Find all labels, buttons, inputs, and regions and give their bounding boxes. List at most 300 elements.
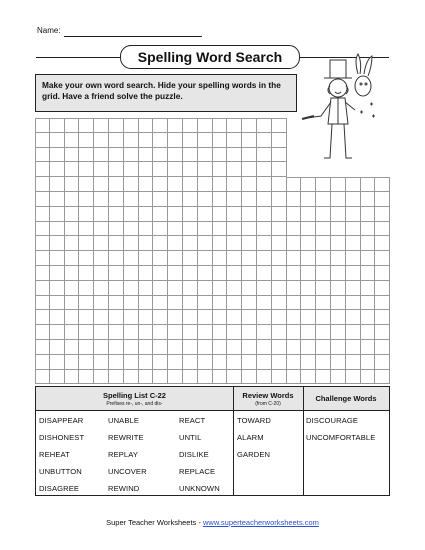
grid-cell (272, 251, 287, 266)
grid-cell (94, 251, 109, 266)
grid-cell (153, 370, 168, 385)
grid-cell (242, 296, 257, 311)
grid-cell (301, 222, 316, 237)
grid-cell (198, 281, 213, 296)
grid-cell (183, 310, 198, 325)
grid-cell (198, 207, 213, 222)
grid-cell (375, 340, 390, 355)
grid-cell (50, 133, 65, 148)
grid-cell (35, 340, 50, 355)
grid-cell (198, 222, 213, 237)
grid-cell (272, 148, 287, 163)
grid-cell (287, 251, 302, 266)
grid-cell (375, 355, 390, 370)
grid-cell (257, 236, 272, 251)
grid-cell (50, 177, 65, 192)
grid-cell (375, 325, 390, 340)
grid-cell (242, 177, 257, 192)
grid-cell (168, 325, 183, 340)
review-words-header (233, 387, 303, 411)
grid-cell (183, 251, 198, 266)
grid-cell (257, 207, 272, 222)
grid-cell (242, 370, 257, 385)
grid-cell (227, 281, 242, 296)
grid-cell (139, 251, 154, 266)
grid-cell (94, 148, 109, 163)
grid-cell (361, 192, 376, 207)
footer (0, 518, 425, 527)
grid-cell (79, 148, 94, 163)
grid-cell (153, 177, 168, 192)
grid-cell (375, 310, 390, 325)
grid-cell (272, 207, 287, 222)
spelling-word: UNKNOWN (179, 484, 220, 493)
grid-cell (35, 133, 50, 148)
grid-cell (227, 236, 242, 251)
grid-cell (375, 281, 390, 296)
grid-cell (257, 133, 272, 148)
grid-cell (65, 251, 80, 266)
grid-cell (35, 148, 50, 163)
grid-cell (198, 296, 213, 311)
grid-cell (287, 296, 302, 311)
grid-cell (272, 355, 287, 370)
grid-cell (139, 325, 154, 340)
grid-cell (242, 266, 257, 281)
grid-cell (168, 118, 183, 133)
grid-cell (168, 355, 183, 370)
grid-cell (287, 340, 302, 355)
grid-cell (35, 310, 50, 325)
grid-cell (183, 236, 198, 251)
grid-cell (242, 118, 257, 133)
grid-cell (331, 281, 346, 296)
grid-cell (35, 266, 50, 281)
grid-cell (139, 148, 154, 163)
grid-cell (257, 310, 272, 325)
grid-cell (79, 133, 94, 148)
grid-cell (257, 251, 272, 266)
grid-cell (79, 310, 94, 325)
grid-cell (139, 340, 154, 355)
grid-cell (213, 266, 228, 281)
grid-cell (361, 207, 376, 222)
grid-cell (79, 177, 94, 192)
grid-cell (198, 310, 213, 325)
grid-cell (287, 177, 302, 192)
grid-cell (139, 222, 154, 237)
grid-cell (301, 192, 316, 207)
grid-cell (168, 207, 183, 222)
grid-cell (346, 236, 361, 251)
grid-cell (183, 281, 198, 296)
grid-cell (213, 370, 228, 385)
grid-cell (331, 251, 346, 266)
review-words-title: Review Words (242, 391, 294, 400)
grid-cell (124, 325, 139, 340)
grid-cell (94, 192, 109, 207)
grid-cell (257, 281, 272, 296)
grid-cell (109, 251, 124, 266)
grid-cell (257, 325, 272, 340)
spelling-word: REHEAT (39, 450, 70, 459)
grid-cell (316, 325, 331, 340)
grid-cell (361, 236, 376, 251)
grid-cell (198, 236, 213, 251)
grid-cell (375, 192, 390, 207)
grid-cell (375, 296, 390, 311)
grid-cell (153, 162, 168, 177)
grid-cell (124, 162, 139, 177)
grid-cell (227, 177, 242, 192)
grid-cell (198, 162, 213, 177)
grid-cell (153, 281, 168, 296)
grid-cell (257, 148, 272, 163)
grid-cell (168, 236, 183, 251)
grid-cell (183, 222, 198, 237)
grid-cell (272, 162, 287, 177)
grid-cell (198, 370, 213, 385)
grid-cell (50, 370, 65, 385)
grid-cell (109, 340, 124, 355)
grid-cell (375, 236, 390, 251)
spelling-word: DISLIKE (179, 450, 209, 459)
grid-cell (139, 370, 154, 385)
grid-cell (35, 162, 50, 177)
grid-cell (257, 222, 272, 237)
grid-cell (65, 325, 80, 340)
spelling-word: REWIND (108, 484, 140, 493)
grid-cell (227, 192, 242, 207)
grid-cell (361, 177, 376, 192)
grid-cell (65, 177, 80, 192)
grid-cell (331, 355, 346, 370)
grid-cell (109, 325, 124, 340)
grid-cell (183, 133, 198, 148)
grid-cell (65, 266, 80, 281)
grid-cell (213, 192, 228, 207)
footer-link[interactable]: www.superteacherworksheets.com (202, 518, 319, 527)
grid-cell (50, 340, 65, 355)
grid-cell (153, 192, 168, 207)
grid-cell (65, 355, 80, 370)
grid-cell (272, 177, 287, 192)
grid-cell (124, 236, 139, 251)
grid-cell (50, 118, 65, 133)
grid-cell (94, 236, 109, 251)
grid-cell (346, 296, 361, 311)
grid-cell (94, 133, 109, 148)
grid-cell (153, 207, 168, 222)
grid-cell (257, 177, 272, 192)
grid-cell (50, 207, 65, 222)
grid-cell (109, 192, 124, 207)
grid-cell (361, 266, 376, 281)
grid-cell (65, 281, 80, 296)
grid-cell (124, 118, 139, 133)
grid-cell (109, 370, 124, 385)
grid-cell (331, 222, 346, 237)
grid-cell (124, 192, 139, 207)
grid-cell (242, 251, 257, 266)
grid-cell (183, 266, 198, 281)
grid-cell (198, 133, 213, 148)
grid-cell (213, 236, 228, 251)
grid-cell (153, 251, 168, 266)
grid-cell (50, 325, 65, 340)
grid-cell (242, 162, 257, 177)
grid-cell (79, 236, 94, 251)
grid-cell (79, 355, 94, 370)
grid-cell (272, 281, 287, 296)
grid-cell (139, 177, 154, 192)
grid-cell (227, 296, 242, 311)
grid-cell (257, 296, 272, 311)
grid-cell (124, 251, 139, 266)
grid-cell (346, 355, 361, 370)
grid-cell (153, 325, 168, 340)
grid-cell (227, 340, 242, 355)
page-title: Spelling Word Search (120, 45, 300, 69)
grid-cell (213, 355, 228, 370)
grid-cell (287, 370, 302, 385)
grid-cell (361, 340, 376, 355)
grid-cell (272, 340, 287, 355)
grid-cell (94, 325, 109, 340)
spelling-word: UNBUTTON (39, 467, 82, 476)
grid-cell (153, 310, 168, 325)
grid-cell (94, 118, 109, 133)
grid-cell (168, 222, 183, 237)
grid-cell (124, 310, 139, 325)
spelling-word: UNTIL (179, 433, 202, 442)
grid-cell (35, 251, 50, 266)
grid-cell (287, 355, 302, 370)
grid-cell (198, 251, 213, 266)
column-divider (303, 387, 304, 495)
grid-cell (124, 133, 139, 148)
grid-cell (346, 370, 361, 385)
grid-cell (213, 162, 228, 177)
grid-cell (375, 251, 390, 266)
grid-cell (168, 296, 183, 311)
grid-cell (287, 266, 302, 281)
grid-cell (213, 251, 228, 266)
grid-cell (316, 207, 331, 222)
grid-cell (124, 177, 139, 192)
grid-cell (227, 310, 242, 325)
grid-cell (109, 177, 124, 192)
grid-cell (213, 177, 228, 192)
grid-cell (65, 133, 80, 148)
grid-cell (272, 310, 287, 325)
grid-cell (109, 296, 124, 311)
grid-cell (242, 310, 257, 325)
grid-cell (153, 296, 168, 311)
grid-cell (257, 370, 272, 385)
grid-cell (35, 222, 50, 237)
grid-cell (375, 222, 390, 237)
grid-cell (79, 325, 94, 340)
grid-cell (79, 207, 94, 222)
grid-cell (50, 192, 65, 207)
grid-cell (361, 251, 376, 266)
grid-cell (94, 266, 109, 281)
grid-cell (361, 355, 376, 370)
grid-cell (79, 162, 94, 177)
grid-cell (183, 148, 198, 163)
grid-cell (124, 296, 139, 311)
grid-cell (272, 133, 287, 148)
grid-cell (361, 310, 376, 325)
grid-cell (361, 281, 376, 296)
grid-cell (287, 325, 302, 340)
grid-cell (168, 340, 183, 355)
grid-cell (301, 251, 316, 266)
grid-cell (331, 340, 346, 355)
grid-cell (287, 236, 302, 251)
grid-cell (331, 207, 346, 222)
grid-cell (361, 370, 376, 385)
grid-cell (227, 266, 242, 281)
grid-cell (227, 148, 242, 163)
challenge-words-header (303, 387, 389, 411)
grid-cell (346, 340, 361, 355)
grid-cell (346, 177, 361, 192)
grid-cell (242, 207, 257, 222)
grid-cell (331, 266, 346, 281)
grid-cell (287, 310, 302, 325)
grid-cell (213, 296, 228, 311)
spelling-word: DISAPPEAR (39, 416, 84, 425)
grid-cell (316, 355, 331, 370)
grid-cell (79, 251, 94, 266)
grid-cell (272, 236, 287, 251)
spelling-word: UNCOVER (108, 467, 147, 476)
grid-cell (301, 310, 316, 325)
grid-cell (109, 310, 124, 325)
grid-cell (198, 192, 213, 207)
grid-cell (198, 177, 213, 192)
review-word: ALARM (237, 433, 264, 442)
grid-cell (139, 133, 154, 148)
grid-cell (301, 207, 316, 222)
grid-cell (109, 133, 124, 148)
grid-cell (109, 148, 124, 163)
grid-cell (227, 118, 242, 133)
grid-cell (301, 281, 316, 296)
grid-cell (242, 340, 257, 355)
grid-cell (213, 325, 228, 340)
spelling-word: DISAGREE (39, 484, 80, 493)
grid-cell (94, 296, 109, 311)
challenge-word: DISCOURAGE (306, 416, 359, 425)
name-label: Name: (37, 26, 61, 35)
grid-cell (109, 222, 124, 237)
column-divider (233, 387, 234, 495)
grid-cell (94, 207, 109, 222)
grid-cell (346, 325, 361, 340)
grid-cell (301, 370, 316, 385)
grid-cell (198, 355, 213, 370)
grid-cell (79, 281, 94, 296)
challenge-word: UNCOMFORTABLE (306, 433, 376, 442)
grid-cell (139, 281, 154, 296)
grid-cell (257, 192, 272, 207)
grid-cell (153, 148, 168, 163)
grid-cell (35, 207, 50, 222)
grid-cell (168, 177, 183, 192)
name-line (64, 36, 202, 37)
grid-cell (183, 207, 198, 222)
grid-cell (50, 148, 65, 163)
grid-cell (213, 340, 228, 355)
grid-cell (272, 118, 287, 133)
grid-cell (242, 325, 257, 340)
grid-cell (287, 207, 302, 222)
grid-cell (79, 340, 94, 355)
spelling-word: REPLAY (108, 450, 139, 459)
grid-cell (213, 310, 228, 325)
grid-cell (316, 296, 331, 311)
grid-cell (65, 207, 80, 222)
grid-cell (272, 325, 287, 340)
grid-cell (94, 281, 109, 296)
grid-cell (316, 222, 331, 237)
grid-cell (94, 162, 109, 177)
grid-cell (346, 192, 361, 207)
grid-cell (361, 325, 376, 340)
grid-cell (257, 118, 272, 133)
grid-cell (331, 325, 346, 340)
spelling-list-header (36, 387, 233, 411)
grid-cell (79, 296, 94, 311)
grid-cell (242, 133, 257, 148)
grid-cell (316, 340, 331, 355)
grid-cell (287, 281, 302, 296)
grid-cell (316, 236, 331, 251)
grid-cell (346, 310, 361, 325)
footer-text: Super Teacher Worksheets - (106, 518, 203, 527)
grid-cell (316, 266, 331, 281)
grid-cell (213, 148, 228, 163)
grid-cell (272, 222, 287, 237)
grid-cell (50, 296, 65, 311)
grid-cell (183, 162, 198, 177)
grid-cell (79, 370, 94, 385)
grid-cell (35, 325, 50, 340)
grid-cell (79, 266, 94, 281)
spelling-list-subtitle: Prefixes re-, un-, and dis- (106, 401, 163, 407)
grid-cell (50, 281, 65, 296)
grid-cell (168, 162, 183, 177)
grid-cell (316, 370, 331, 385)
grid-cell (65, 118, 80, 133)
grid-cell (227, 222, 242, 237)
grid-cell (35, 236, 50, 251)
grid-cell (124, 355, 139, 370)
grid-cell (35, 192, 50, 207)
grid-cell (346, 266, 361, 281)
grid-cell (109, 118, 124, 133)
grid-cell (272, 192, 287, 207)
grid-cell (301, 266, 316, 281)
grid-cell (331, 236, 346, 251)
grid-cell (346, 281, 361, 296)
grid-cell (213, 207, 228, 222)
grid-cell (227, 207, 242, 222)
grid-cell (65, 370, 80, 385)
